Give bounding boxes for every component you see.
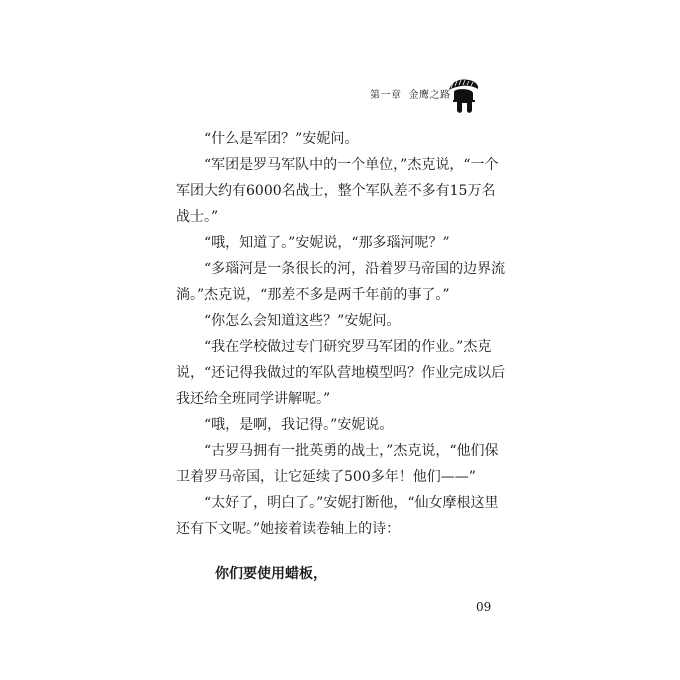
paragraph: “哦，是啊，我记得。”安妮说。 <box>204 417 394 433</box>
paragraph: “哦，知道了。”安妮说，“那多瑙河呢？” <box>204 235 450 251</box>
paragraph: “多瑙河是一条很长的河，沿着罗马帝国的边界流淌。”杰克说，“那差不多是两千年前的事了。” <box>176 261 506 303</box>
paragraph: “古罗马拥有一批英勇的战士，”杰克说，“他们保卫着罗马帝国，让它延续了500多年！他们——” <box>176 443 499 485</box>
paragraph: “什么是军团？”安妮问。 <box>204 131 359 147</box>
roman-helmet-icon <box>445 76 481 116</box>
paragraph: “军团是罗马军队中的一个单位，”杰克说，“一个军团大约有6000名战士，整个军队差不多有15万名战士。” <box>176 157 499 225</box>
paragraph: “你怎么会知道这些？”安妮问。 <box>204 313 401 329</box>
paragraph: “我在学校做过专门研究罗马军团的作业。”杰克说，“还记得我做过的军队营地模型吗？作业完成以后我还给全班同学讲解呢。” <box>176 339 506 407</box>
chapter-number: 第一章 <box>370 90 402 101</box>
body-text <box>176 126 506 542</box>
chapter-title: 金鹰之路 <box>408 90 451 101</box>
running-header <box>362 76 492 116</box>
paragraph: “太好了，明白了。”安妮打断他，“仙女摩根这里还有下文呢。”她接着读卷轴上的诗： <box>176 495 499 537</box>
page-number: 09 <box>476 600 492 614</box>
poem-line: 你们要使用蜡板， <box>215 566 327 582</box>
chapter-label <box>370 86 451 101</box>
